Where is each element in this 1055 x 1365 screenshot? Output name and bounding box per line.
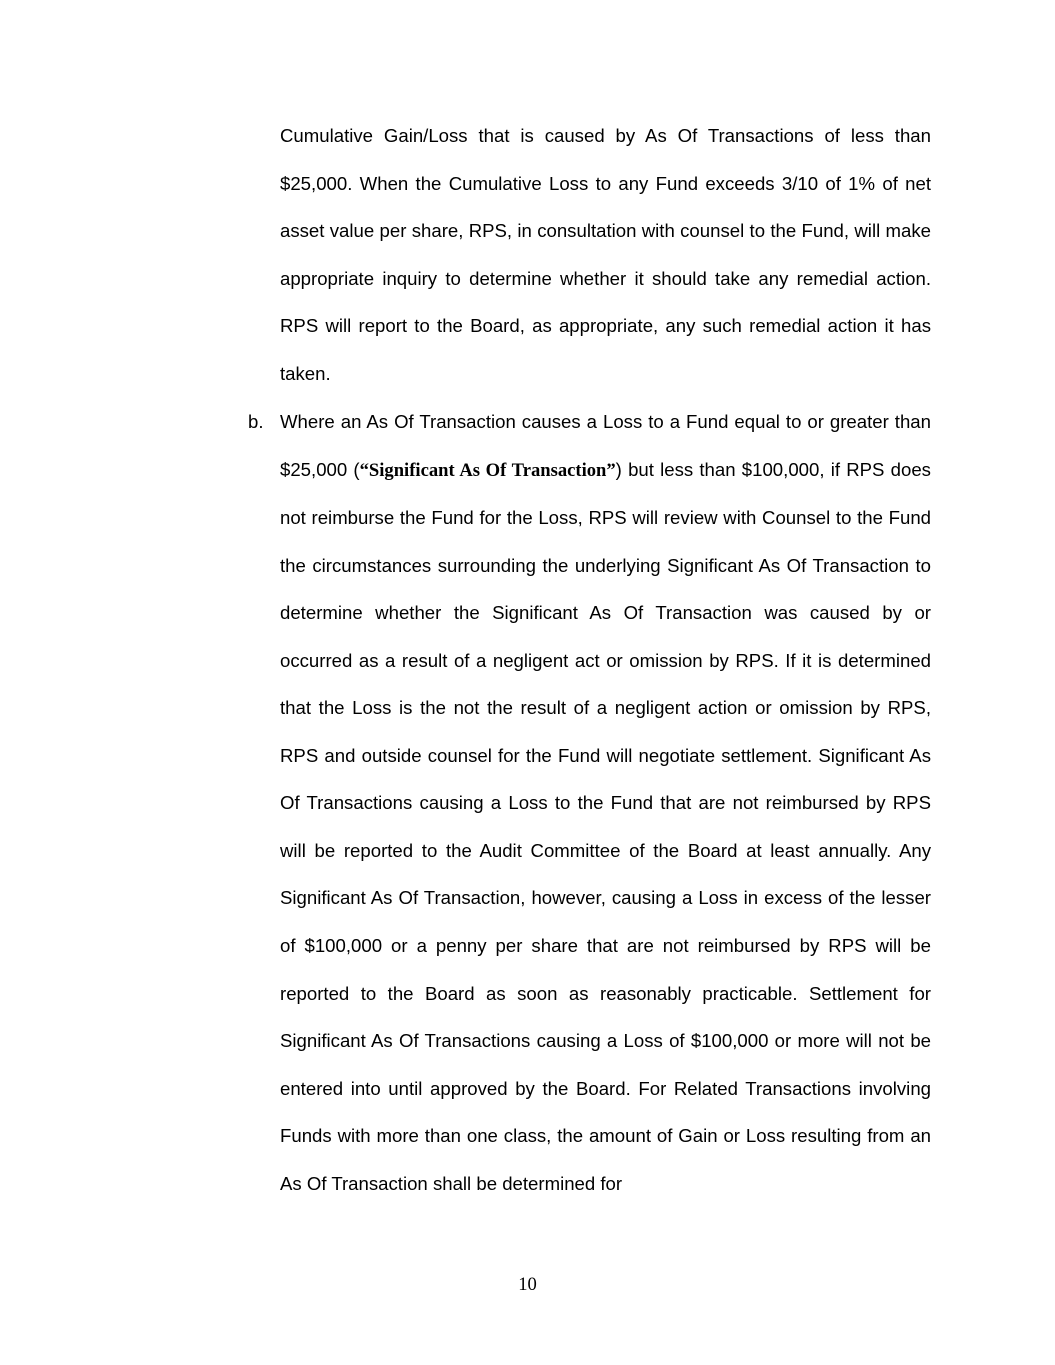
- page-number: 10: [518, 1274, 537, 1295]
- item-b-text-rest: ) but less than $100,000, if RPS does not reimburse the Fund for the Loss, RPS will review with Counsel to the Fund the circumstances surrounding the underlying Significant As Of Transaction to determine whether the Significant As Of Transaction was caused by or occurred as a result of a negligent act or omission by RPS. If it is determined that the Loss is the not the result of a negligent action or omission by RPS, RPS and outside counsel for the Fund will negotiate settlement. Significant As Of Transactions causing a Loss to the Fund that are not reimbursed by RPS will be reported to the Audit Committee of the Board at least annually. Any Significant As Of Transaction, however, causing a Loss in excess of the lesser of $100,000 or a penny per share that are not reimbursed by RPS will be reported to the Board as soon as reasonably practicable. Settlement for Significant As Of Transactions causing a Loss of $100,000 or more will not be entered into until approved by the Board. For Related Transactions involving Funds with more than one class, the amount of Gain or Loss resulting from an As Of Transaction shall be determined for: [280, 458, 931, 1194]
- continuation-paragraph: Cumulative Gain/Loss that is caused by As Of Transactions of less than $25,000. When the Cumulative Loss to any Fund exceeds 3/10 of 1% of net asset value per share, RPS, in consultation with counsel to the Fund, will make appropriate inquiry to determine whether it should take any remedial action. RPS will report to the Board, as appropriate, any such remedial action it has taken.: [280, 125, 931, 384]
- list-item-b: [280, 398, 931, 1207]
- list-marker-b: b.: [248, 411, 264, 432]
- item-b-text-start: Where an As Of Transaction causes a Loss to a Fund equal to or greater than $25,000 (: [280, 411, 931, 480]
- defined-term: “Significant As Of Transaction”: [359, 459, 616, 481]
